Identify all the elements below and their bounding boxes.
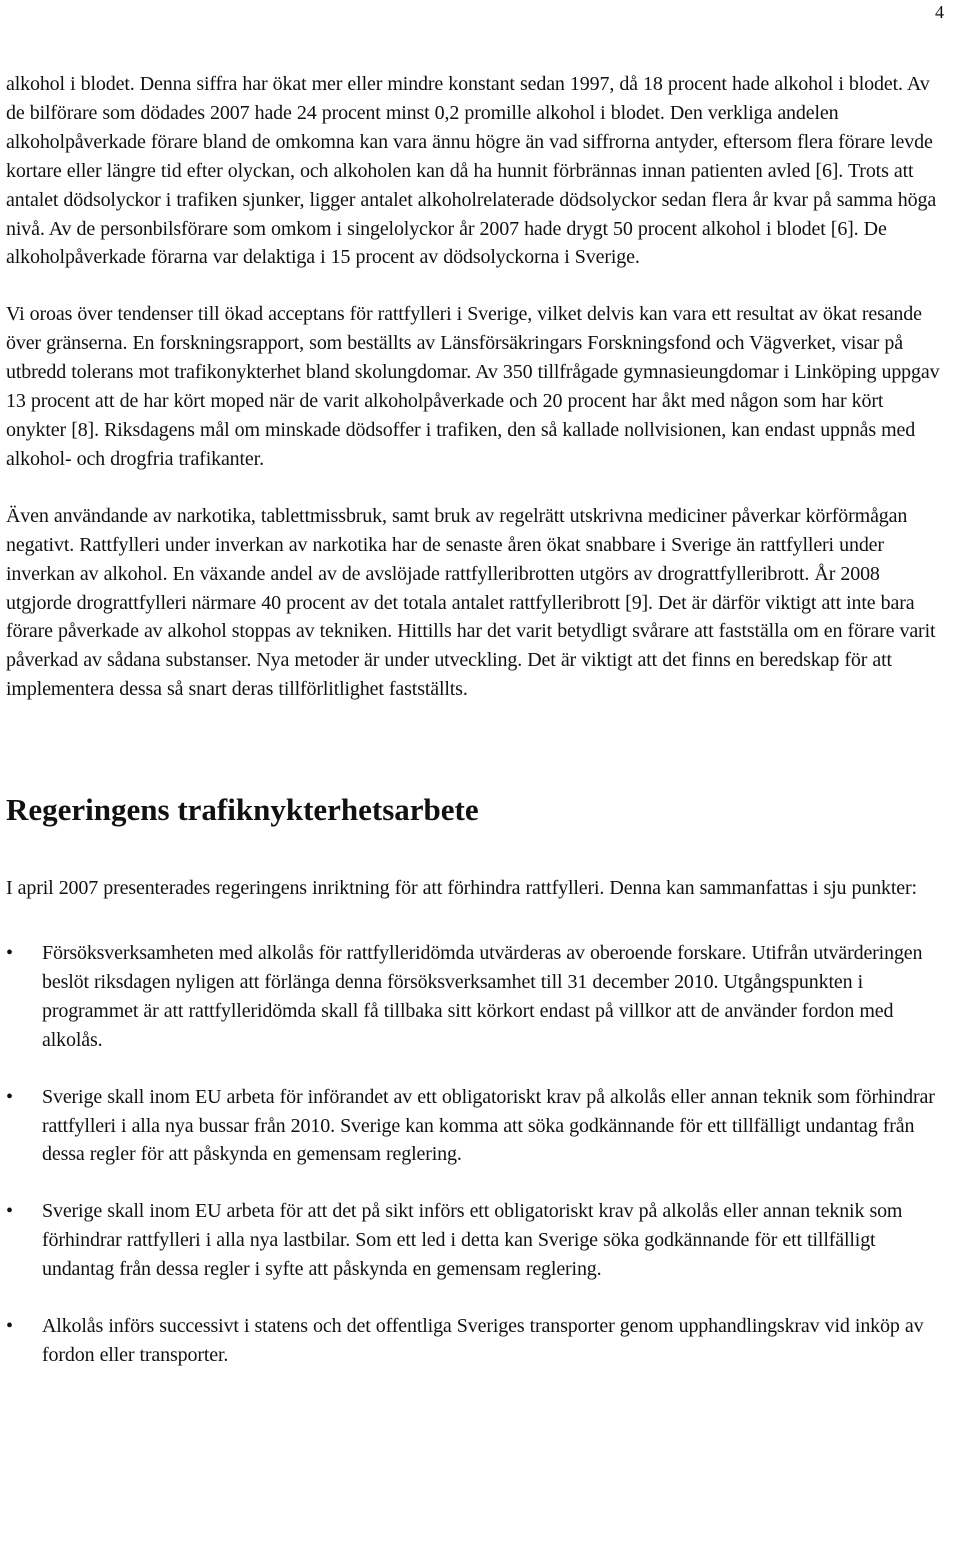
list-item xyxy=(6,1197,942,1284)
section-heading: Regeringens trafiknykterhetsarbete xyxy=(6,792,479,828)
document-body xyxy=(6,70,942,1398)
bullet-icon: • xyxy=(6,1200,14,1223)
section-intro: I april 2007 presenterades regeringens inriktning för att förhindra rattfylleri. Denna kan sammanfattas i sju punkter: xyxy=(6,877,917,900)
bullet-icon: • xyxy=(6,1315,14,1338)
list-item-text: Sverige skall inom EU arbeta för införandet av ett obligatoriskt krav på alkolås eller annan teknik som förhindrar rattfylleri i alla nya bussar från 2010. Sverige kan komma att söka godkännande för ett tillfälligt undantag från dessa regler för att påskynda en gemensam reglering. xyxy=(42,1085,935,1166)
paragraph-acceptance-tendencies: Vi oroas över tendenser till ökad acceptans för rattfylleri i Sverige, vilket delvis kan vara ett resultat av ökat resande över gränserna. En forskningsrapport, som beställts av Länsförsäkringars Forskningsfond och Vägverket, visar på utbredd tolerans mot trafikonykterhet bland skolungdomar. Av 350 tillfrågade gymnasieungdomar i Linköping uppgav 13 procent att de har kört moped när de varit alkoholpåverkade och 20 procent har åkt med någon som har kört onykter [8]. Riksdagens mål om minskade dödsoffer i trafiken, den så kallade nollvisionen, kan endast uppnås med alkohol- och drogfria trafikanter. xyxy=(6,303,940,470)
page-number: 4 xyxy=(935,2,944,22)
list-item-text: Sverige skall inom EU arbeta för att det på sikt införs ett obligatoriskt krav på alkolås eller annan teknik som förhindrar rattfylleri i alla nya lastbilar. Som ett led i detta kan Sverige söka godkännande för ett tillfälligt undantag från dessa regler i syfte att påskynda en gemensam reglering. xyxy=(42,1200,903,1281)
bullet-list xyxy=(6,939,942,1370)
paragraph-narcotics: Även användande av narkotika, tablettmissbruk, samt bruk av regelrätt utskrivna mediciner påverkar körförmågan negativt. Rattfylleri under inverkan av narkotika har de senaste åren ökat snabbare i Sverige än rattfylleri under inverkan av alkohol. En växande andel av de avslöjade rattfylleribrotten utgörs av drograttfylleribrott. År 2008 utgjorde drograttfylleri närmare 40 procent av det totala antalet rattfylleribrott [9]. Det är därför viktigt att inte bara förare påverkade av alkohol stoppas av tekniken. Hittills har det varit betydligt svårare att fastställa om en förare varit påverkad av sådana substanser. Nya metoder är under utveckling. Det är viktigt att det finns en beredskap för att implementera dessa så snart deras tillförlitlighet fastställts. xyxy=(6,504,936,701)
list-item xyxy=(6,1083,942,1170)
bullet-icon: • xyxy=(6,1085,14,1108)
bullet-icon: • xyxy=(6,942,14,965)
list-item-text: Försöksverksamheten med alkolås för rattfylleridömda utvärderas av oberoende forskare. Utifrån utvärderingen beslöt riksdagen nyligen att förlänga denna försöksverksamhet till 31 december 2010. Utgångspunkten i programmet är att rattfylleridömda skall få tillbaka sitt körkort endast på villkor att de använder fordon med alkolås. xyxy=(42,942,923,1051)
paragraph-alcohol-statistics: alkohol i blodet. Denna siffra har ökat mer eller mindre konstant sedan 1997, då 18 procent hade alkohol i blodet. Av de bilförare som dödades 2007 hade 24 procent minst 0,2 promille alkohol i blodet. Den verkliga andelen alkoholpåverkade förare bland de omkomna kan vara ännu högre än vad siffrorna antyder, eftersom flera förare levde kortare eller längre tid efter olyckan, och alkoholen kan då ha hunnit förbrännas innan patienten avled [6]. Trots att antalet dödsolyckor i trafiken sjunker, ligger antalet alkoholrelaterade dödsolyckor sedan flera år kvar på samma höga nivå. Av de personbilsförare som omkom i singelolyckor år 2007 hade drygt 50 procent alkohol i blodet [6]. De alkoholpåverkade förarna var delaktiga i 15 procent av dödsolyckorna i Sverige. xyxy=(6,73,937,269)
list-item-text: Alkolås införs successivt i statens och det offentliga Sveriges transporter genom upphandlingskrav vid inköp av fordon eller transporter. xyxy=(42,1315,924,1366)
list-item xyxy=(6,1312,942,1370)
list-item xyxy=(6,939,942,1055)
